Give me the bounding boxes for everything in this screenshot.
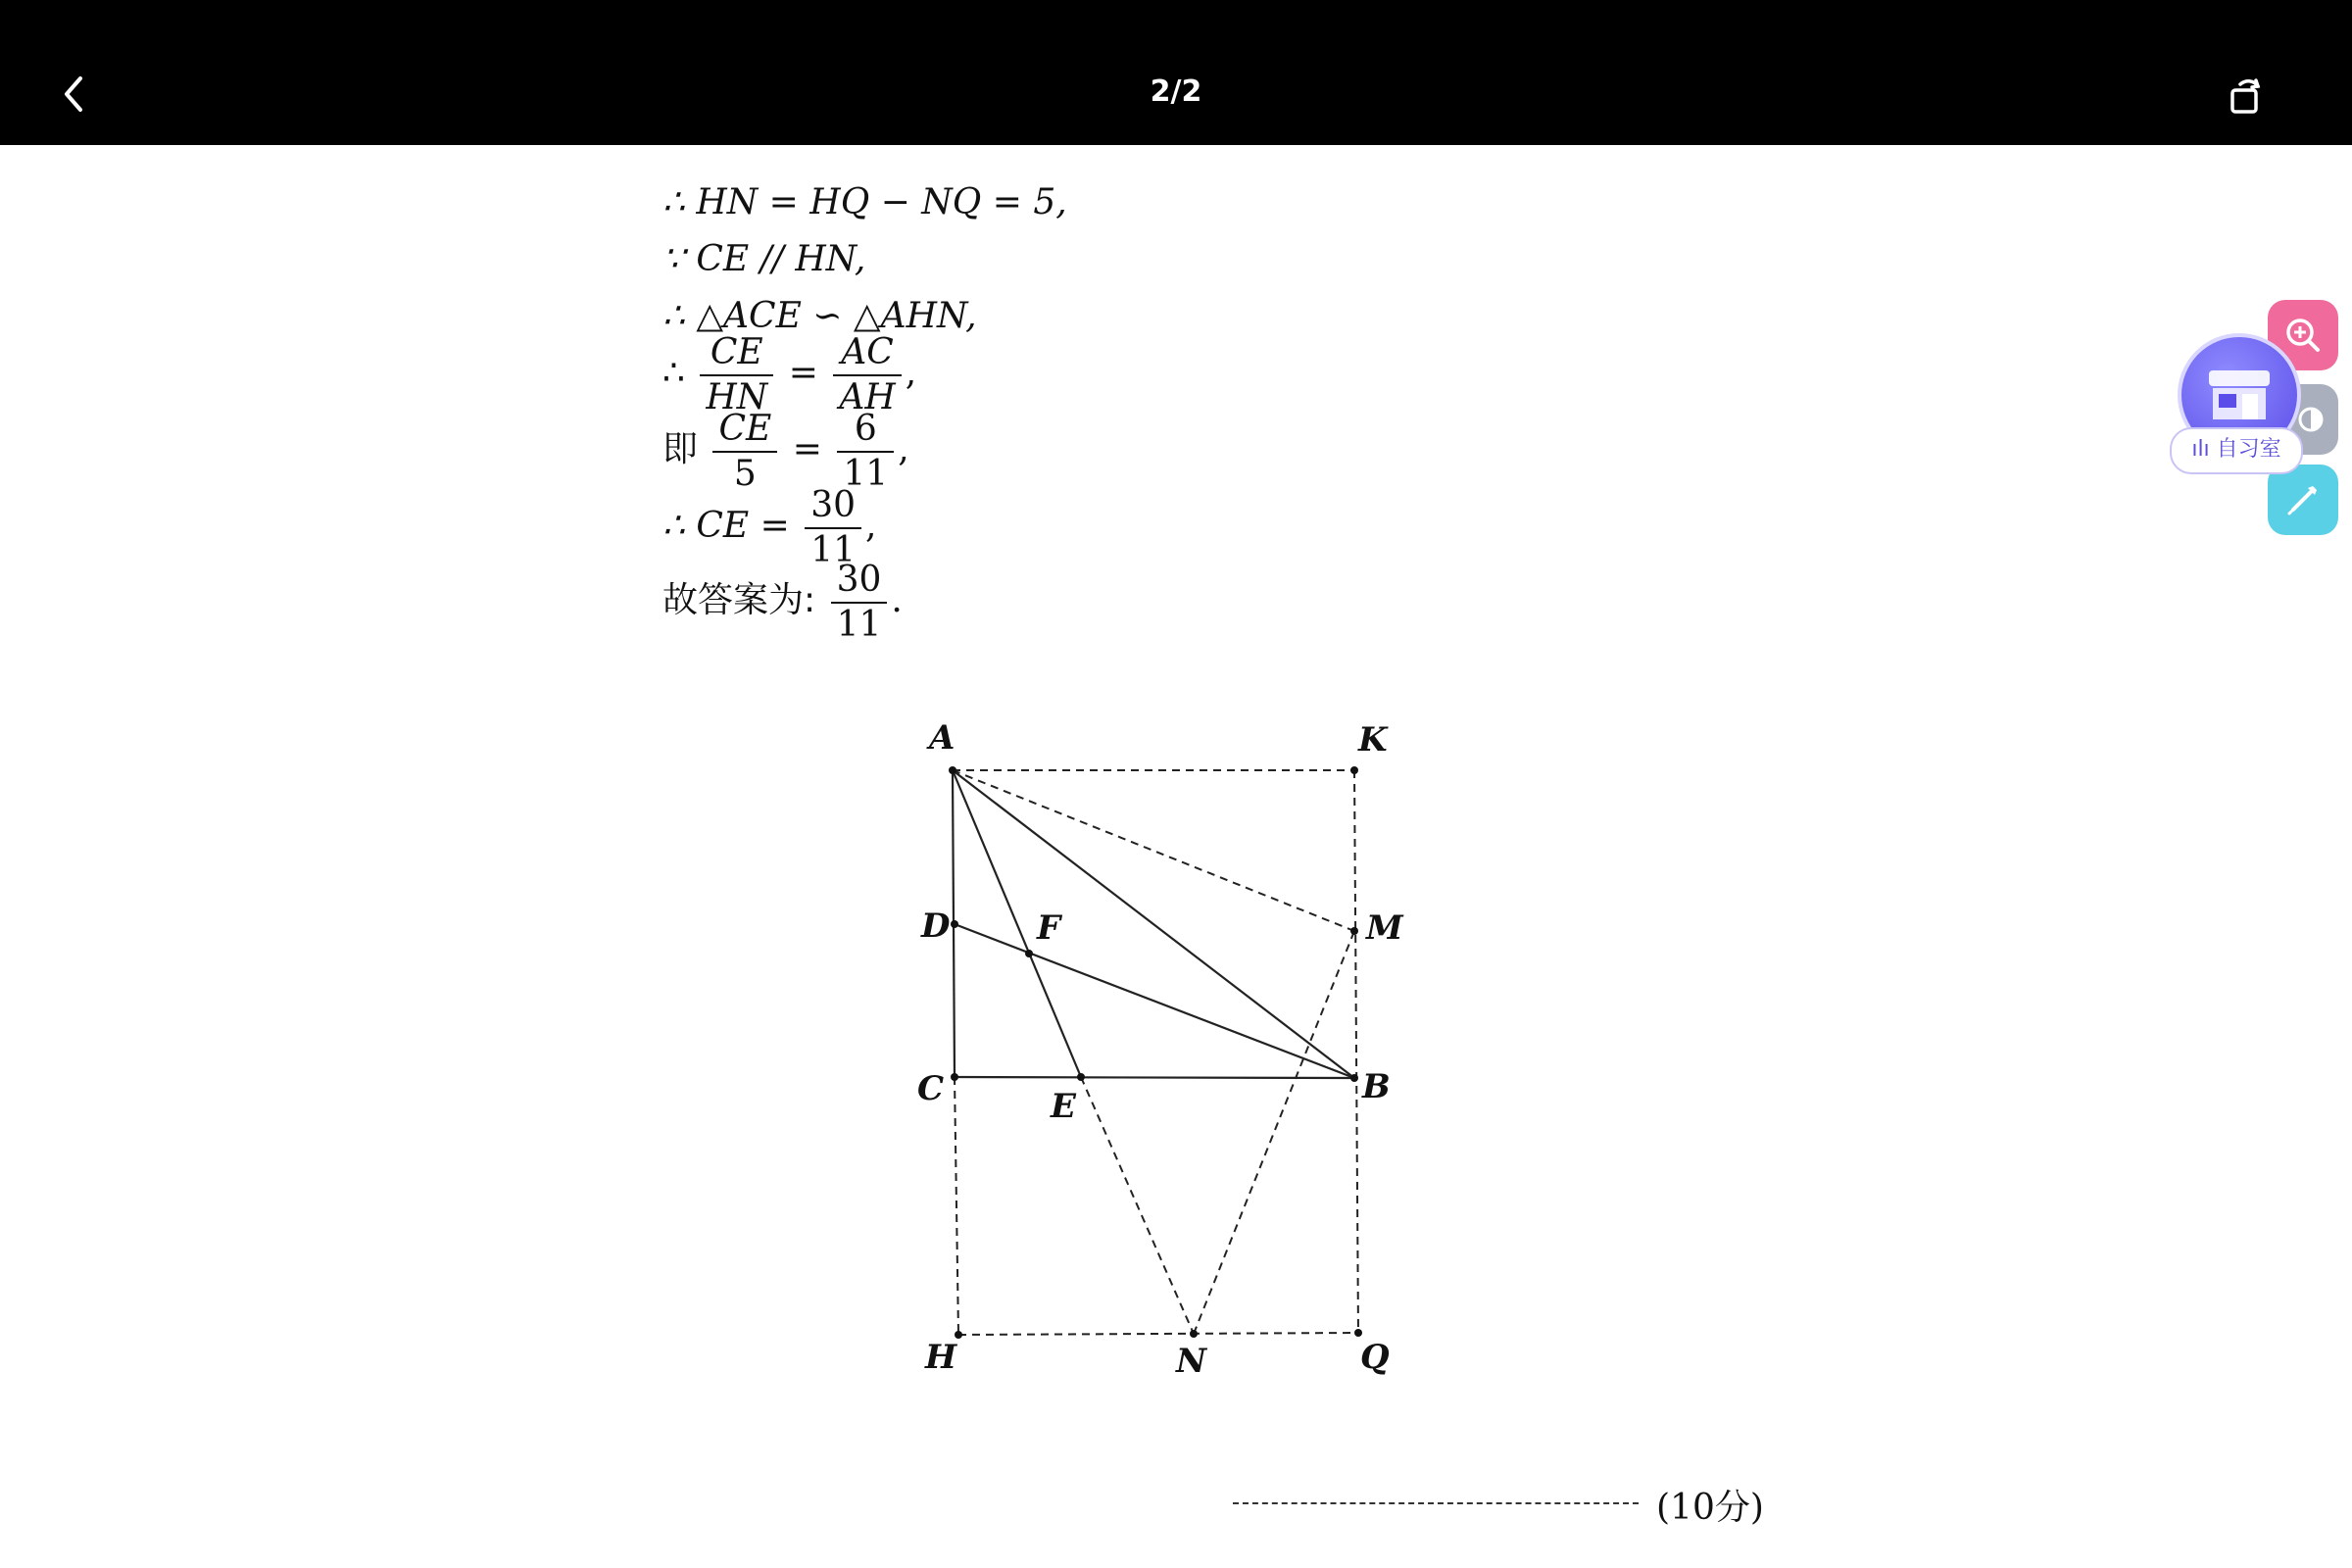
- denominator: 5: [733, 454, 757, 494]
- fraction: [831, 559, 888, 647]
- segment-NM: [1194, 931, 1354, 1334]
- point-F: [1025, 950, 1033, 957]
- pen-button[interactable]: [2268, 465, 2338, 535]
- segment-AB: [953, 770, 1354, 1078]
- score-dashed-line: [1233, 1502, 1639, 1504]
- solution-line-5: [662, 408, 909, 496]
- point-D: [951, 920, 958, 928]
- label-E: E: [1051, 1087, 1076, 1126]
- math-text: ∵ CE // HN,: [662, 239, 866, 279]
- equals-sign: =: [788, 353, 818, 393]
- punctuation: .: [891, 580, 903, 620]
- segment-DB: [955, 924, 1354, 1078]
- solution-line-1: [662, 182, 1067, 222]
- solution-line-7: [662, 559, 903, 647]
- point-K: [1350, 766, 1358, 774]
- label-Q: Q: [1360, 1338, 1390, 1377]
- solution-line-2: [662, 239, 865, 279]
- label-D: D: [921, 906, 951, 946]
- numerator: AC: [833, 331, 901, 376]
- solution-line-4: [662, 331, 916, 419]
- point-C: [951, 1073, 958, 1081]
- point-M: [1350, 927, 1358, 935]
- punctuation: ,: [898, 429, 909, 469]
- numerator: 6: [837, 408, 894, 453]
- segment-AM: [953, 770, 1354, 931]
- therefore-symbol: ∴: [662, 353, 685, 393]
- denominator: 11: [836, 605, 882, 645]
- denominator: AH: [839, 377, 896, 417]
- back-button[interactable]: [49, 67, 104, 122]
- label-A: A: [929, 718, 956, 758]
- label-H: H: [925, 1338, 957, 1377]
- punctuation: ,: [905, 353, 917, 393]
- fraction: [833, 331, 901, 419]
- label-C: C: [917, 1069, 945, 1108]
- math-text: ∴ △ACE ∽ △AHN,: [662, 296, 977, 336]
- rotate-icon: [2221, 73, 2270, 122]
- pen-icon: [2268, 465, 2338, 535]
- math-text: ∴ HN = HQ − NQ = 5,: [662, 182, 1067, 222]
- equals-sign: =: [792, 429, 822, 469]
- page-indicator: 2/2: [1150, 74, 1202, 109]
- top-bar: [0, 0, 2352, 145]
- label-B: B: [1362, 1067, 1391, 1106]
- label-M: M: [1366, 908, 1403, 948]
- prefix-text: 即: [662, 429, 699, 469]
- prefix-text: ∴ CE =: [662, 506, 790, 546]
- point-N: [1190, 1330, 1198, 1338]
- denominator: HN: [706, 377, 768, 417]
- study-room-label[interactable]: ılı 自习室: [2170, 427, 2303, 474]
- segment-AE: [953, 770, 1081, 1077]
- segment-EN: [1081, 1077, 1194, 1334]
- point-A: [949, 766, 956, 774]
- solution-line-3: [662, 296, 977, 336]
- point-B: [1350, 1074, 1358, 1082]
- fraction: [837, 408, 894, 496]
- chevron-left-icon: [49, 67, 104, 122]
- label-F: F: [1037, 908, 1061, 948]
- label-N: N: [1176, 1342, 1207, 1381]
- point-Q: [1354, 1329, 1362, 1337]
- numerator: CE: [712, 408, 777, 453]
- score-label: (10分): [1656, 1488, 1764, 1528]
- geometry-figure: [882, 706, 1431, 1396]
- point-E: [1077, 1073, 1085, 1081]
- numerator: CE: [700, 331, 773, 376]
- answer-label: 故答案为:: [662, 580, 816, 620]
- fraction: [712, 408, 777, 496]
- denominator: 11: [810, 530, 857, 570]
- fraction: [700, 331, 773, 419]
- label-K: K: [1358, 720, 1388, 760]
- denominator: 11: [843, 454, 889, 494]
- numerator: 30: [805, 484, 861, 529]
- segment-CH: [955, 1077, 958, 1335]
- segment-CB: [955, 1077, 1354, 1078]
- segment-HQ: [958, 1333, 1358, 1335]
- rotate-button[interactable]: [2221, 73, 2270, 122]
- segment-KQ: [1354, 770, 1358, 1335]
- punctuation: ,: [865, 506, 877, 546]
- numerator: 30: [831, 559, 888, 604]
